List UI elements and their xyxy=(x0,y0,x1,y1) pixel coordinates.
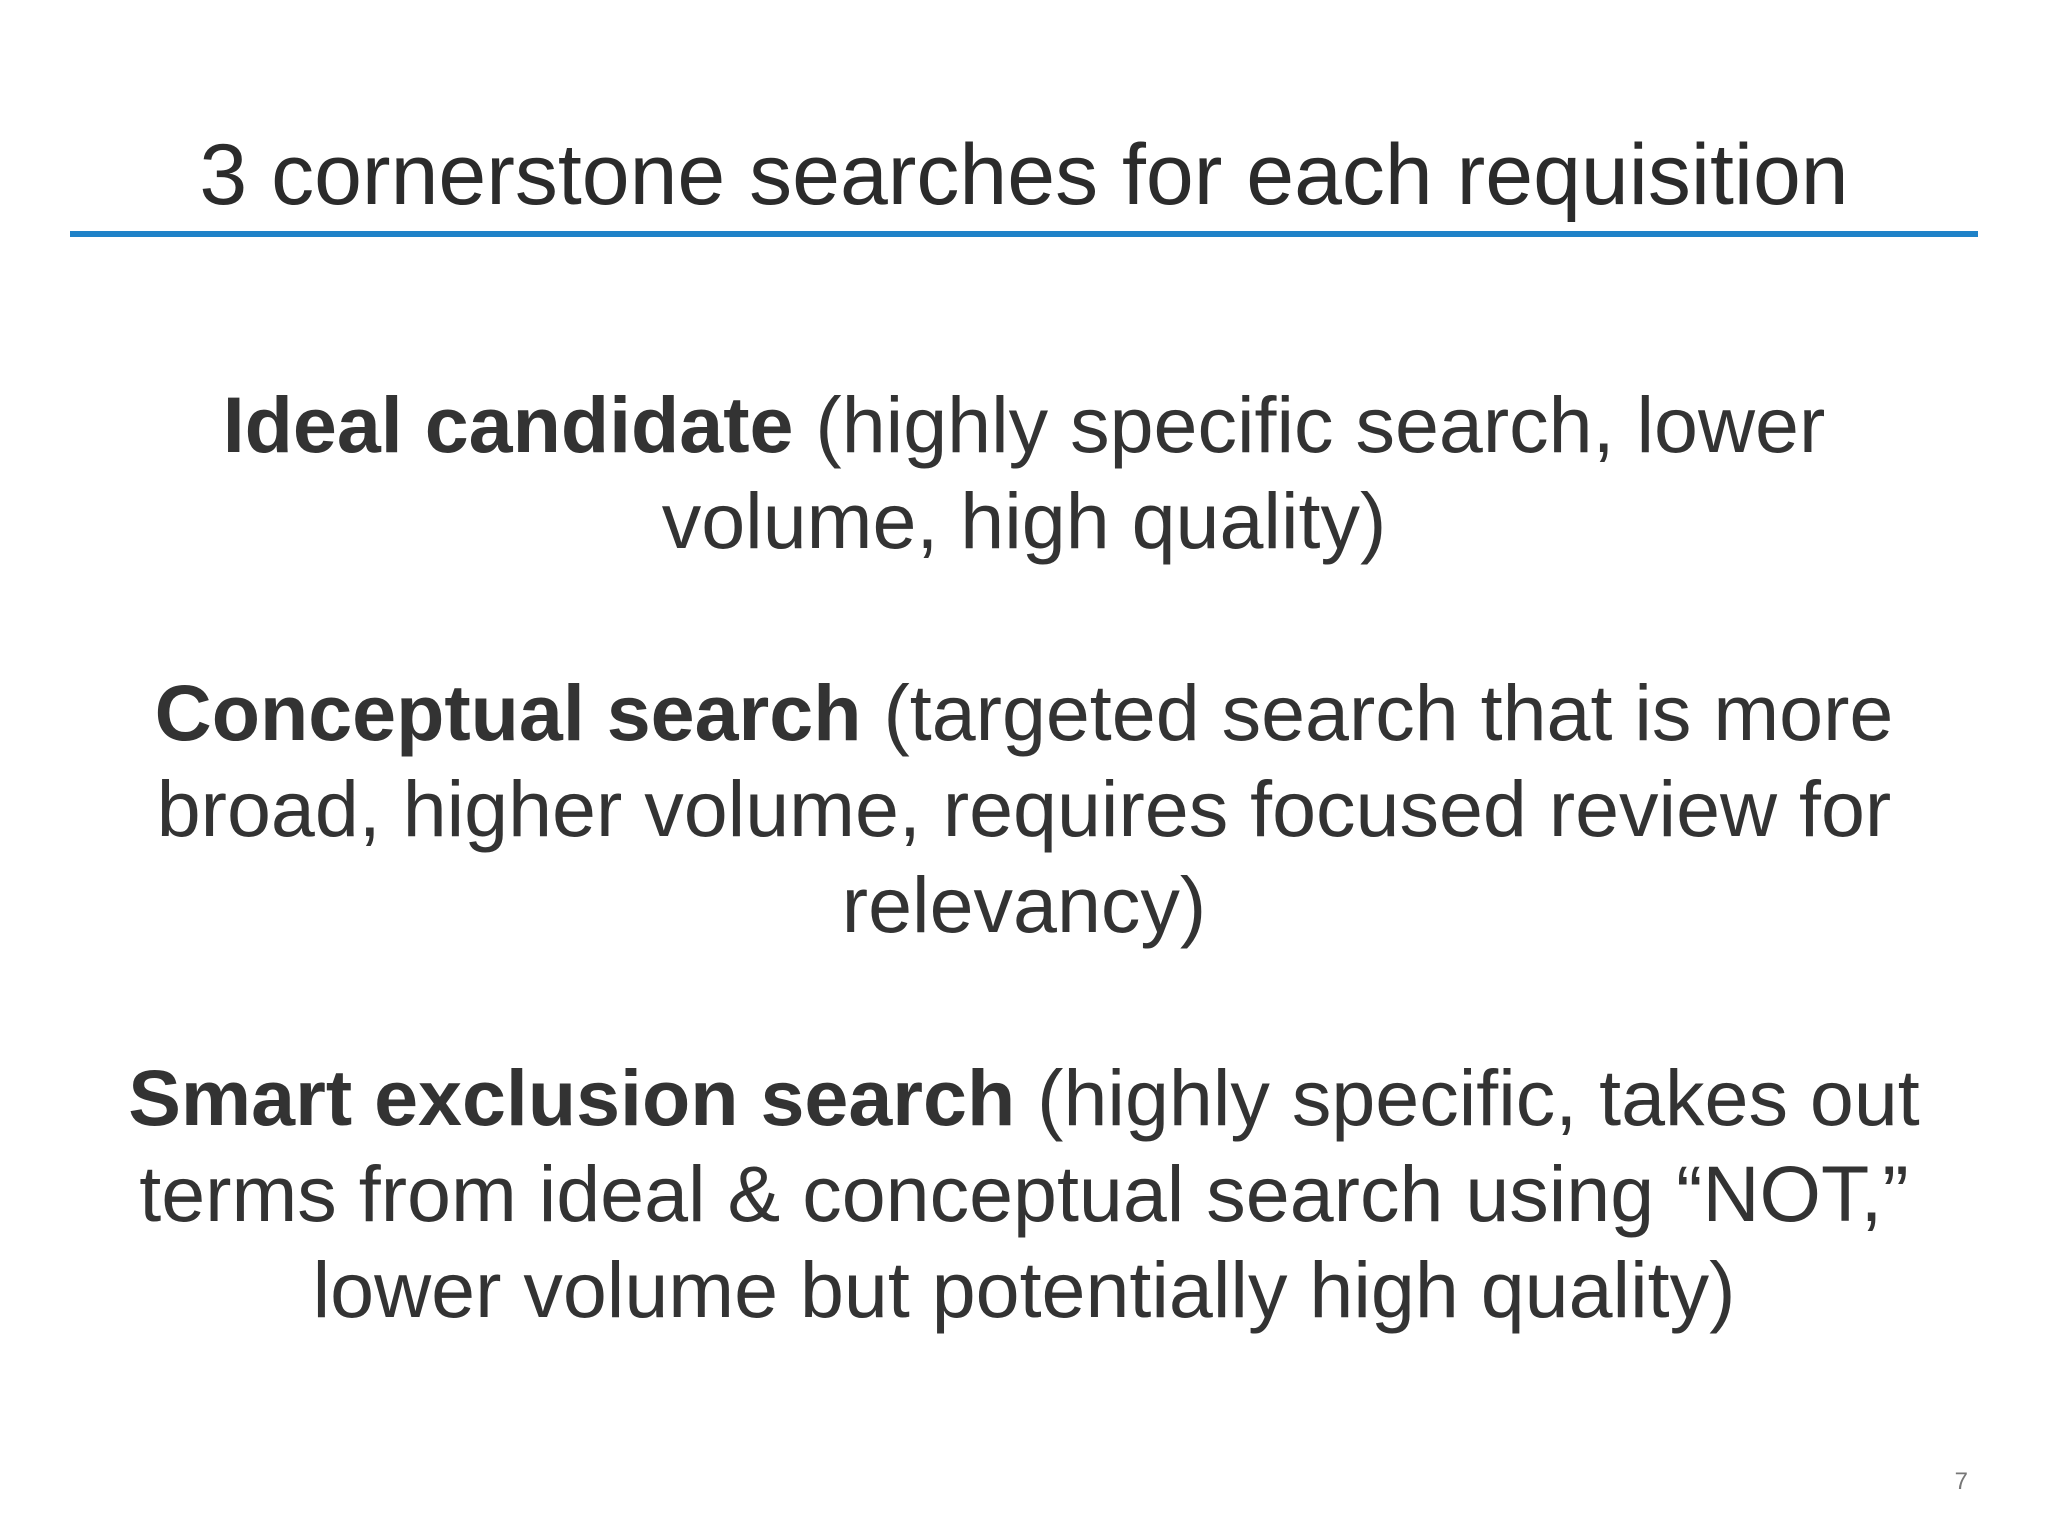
search-description: (highly specific, takes out terms from ideal & conceptual search using “NOT,” lower volume but potentially high quality) xyxy=(139,1053,1920,1334)
search-term: Smart exclusion search xyxy=(128,1053,1016,1142)
search-item-conceptual-search xyxy=(90,665,1958,953)
search-term: Ideal candidate xyxy=(222,380,794,469)
search-description: (highly specific search, lower volume, high quality) xyxy=(661,380,1826,565)
search-description: (targeted search that is more broad, higher volume, requires focused review for relevancy) xyxy=(156,668,1894,949)
search-item-ideal-candidate xyxy=(90,377,1958,569)
search-item-smart-exclusion xyxy=(90,1050,1958,1338)
page-number: 7 xyxy=(1954,1468,1968,1495)
title-underline xyxy=(70,231,1978,237)
slide-title: 3 cornerstone searches for each requisition xyxy=(199,127,1849,223)
search-term: Conceptual search xyxy=(154,668,862,757)
